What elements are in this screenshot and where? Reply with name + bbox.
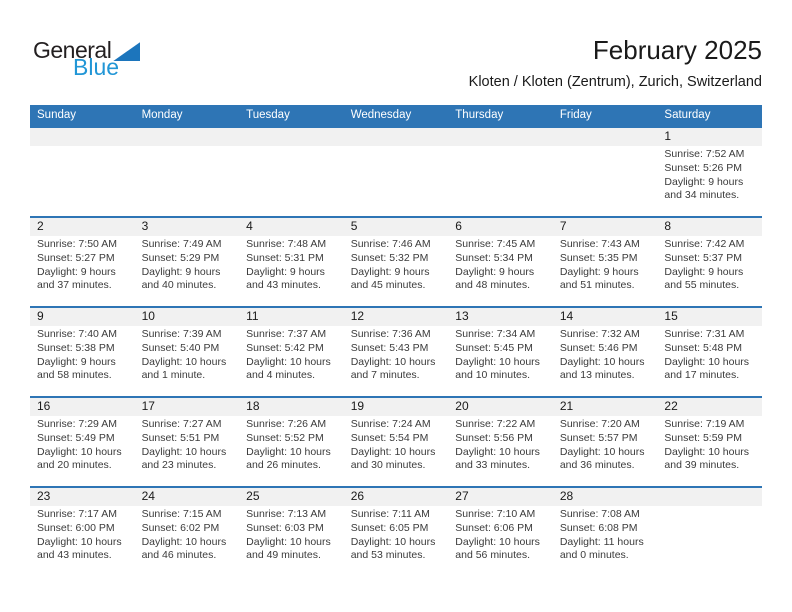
weekday-header-saturday: Saturday bbox=[664, 109, 711, 121]
day-sunrise-text: Sunrise: 7:34 AM bbox=[455, 328, 536, 340]
logo-text-general: General bbox=[33, 37, 112, 63]
day-number: 18 bbox=[246, 399, 260, 413]
day-daylight-text: Daylight: 9 hours and 37 minutes. bbox=[37, 265, 116, 292]
day-sunrise-text: Sunrise: 7:37 AM bbox=[246, 328, 327, 340]
day-daylight-text: Daylight: 10 hours and 43 minutes. bbox=[37, 535, 122, 562]
calendar-table bbox=[30, 105, 762, 576]
day-sunset-text: Sunset: 5:27 PM bbox=[37, 251, 115, 264]
day-daylight-text: Daylight: 9 hours and 43 minutes. bbox=[246, 265, 325, 292]
day-sunset-text: Sunset: 5:56 PM bbox=[455, 431, 533, 444]
day-sunrise-text: Sunrise: 7:36 AM bbox=[350, 328, 431, 340]
day-number: 9 bbox=[37, 309, 44, 323]
weekday-header-tuesday: Tuesday bbox=[246, 109, 290, 121]
day-number: 26 bbox=[350, 489, 365, 503]
day-cell bbox=[30, 326, 135, 383]
day-number: 3 bbox=[141, 219, 149, 233]
day-cell bbox=[239, 506, 344, 563]
day-sunset-text: Sunset: 6:06 PM bbox=[455, 521, 533, 534]
day-number bbox=[448, 128, 553, 146]
day-cell bbox=[553, 506, 658, 563]
day-sunset-text: Sunset: 5:52 PM bbox=[246, 431, 324, 444]
day-sunset-text: Sunset: 5:26 PM bbox=[664, 161, 743, 174]
day-sunset-text: Sunset: 6:08 PM bbox=[559, 521, 638, 534]
day-sunrise-text: Sunrise: 7:43 AM bbox=[559, 238, 640, 250]
day-sunrise-text: Sunrise: 7:29 AM bbox=[37, 418, 117, 430]
day-sunset-text: Sunset: 5:43 PM bbox=[350, 341, 429, 354]
day-cell bbox=[135, 236, 240, 293]
day-sunrise-text: Sunrise: 7:24 AM bbox=[350, 418, 431, 430]
day-sunset-text: Sunset: 6:02 PM bbox=[141, 521, 220, 534]
week-cells-row bbox=[30, 146, 762, 203]
day-number: 2 bbox=[37, 219, 44, 233]
weekday-header-sunday: Sunday bbox=[37, 109, 77, 121]
day-sunset-text: Sunset: 5:57 PM bbox=[559, 431, 638, 444]
day-daylight-text: Daylight: 10 hours and 39 minutes. bbox=[664, 445, 750, 472]
day-cell bbox=[657, 326, 762, 383]
day-cell bbox=[344, 236, 449, 293]
day-daylight-text: Daylight: 11 hours and 0 minutes. bbox=[559, 535, 644, 562]
date-number-strip bbox=[30, 488, 762, 506]
page-subtitle: Kloten / Kloten (Zentrum), Zurich, Switzerland bbox=[468, 73, 762, 90]
day-cell bbox=[344, 146, 449, 203]
week-row bbox=[30, 486, 762, 576]
day-daylight-text: Daylight: 10 hours and 4 minutes. bbox=[246, 355, 331, 382]
day-number bbox=[553, 128, 658, 146]
day-number: 1 bbox=[664, 129, 672, 143]
day-daylight-text: Daylight: 10 hours and 53 minutes. bbox=[350, 535, 436, 562]
day-number: 20 bbox=[455, 399, 469, 413]
day-number: 15 bbox=[664, 309, 678, 323]
day-cell bbox=[239, 236, 344, 293]
day-sunrise-text: Sunrise: 7:19 AM bbox=[664, 418, 745, 430]
day-cell bbox=[448, 506, 553, 563]
day-sunset-text: Sunset: 5:48 PM bbox=[664, 341, 743, 354]
day-sunset-text: Sunset: 6:00 PM bbox=[37, 521, 115, 534]
day-sunrise-text: Sunrise: 7:22 AM bbox=[455, 418, 536, 430]
day-number: 4 bbox=[246, 219, 253, 233]
day-sunset-text: Sunset: 5:40 PM bbox=[141, 341, 220, 354]
day-sunset-text: Sunset: 5:29 PM bbox=[141, 251, 220, 264]
week-row bbox=[30, 216, 762, 306]
day-cell bbox=[448, 416, 553, 473]
day-number bbox=[657, 488, 762, 506]
day-daylight-text: Daylight: 10 hours and 7 minutes. bbox=[350, 355, 436, 382]
week-cells-row bbox=[30, 506, 762, 563]
day-sunrise-text: Sunrise: 7:17 AM bbox=[37, 508, 117, 520]
week-cells-row bbox=[30, 416, 762, 473]
day-sunset-text: Sunset: 6:03 PM bbox=[246, 521, 324, 534]
day-number bbox=[30, 128, 135, 146]
day-cell bbox=[553, 146, 658, 203]
day-number: 17 bbox=[141, 399, 155, 413]
day-number: 11 bbox=[246, 309, 259, 323]
day-sunset-text: Sunset: 5:42 PM bbox=[246, 341, 324, 354]
week-cells-row bbox=[30, 236, 762, 293]
day-cell bbox=[344, 326, 449, 383]
day-daylight-text: Daylight: 9 hours and 40 minutes. bbox=[141, 265, 221, 292]
day-cell bbox=[30, 416, 135, 473]
day-cell bbox=[553, 236, 658, 293]
day-number: 24 bbox=[141, 489, 155, 503]
day-sunrise-text: Sunrise: 7:15 AM bbox=[141, 508, 222, 520]
day-number bbox=[135, 128, 240, 146]
day-cell bbox=[448, 236, 553, 293]
day-daylight-text: Daylight: 10 hours and 56 minutes. bbox=[455, 535, 540, 562]
day-daylight-text: Daylight: 10 hours and 1 minute. bbox=[141, 355, 227, 382]
day-number: 27 bbox=[455, 489, 469, 503]
day-number: 7 bbox=[559, 219, 567, 233]
day-sunrise-text: Sunrise: 7:32 AM bbox=[559, 328, 640, 340]
day-cell bbox=[657, 506, 762, 563]
day-sunrise-text: Sunrise: 7:08 AM bbox=[559, 508, 640, 520]
day-cell bbox=[30, 506, 135, 563]
day-cell bbox=[448, 146, 553, 203]
day-sunrise-text: Sunrise: 7:50 AM bbox=[37, 238, 117, 250]
date-number-strip bbox=[30, 218, 762, 236]
day-cell bbox=[344, 416, 449, 473]
blue-triangle-icon bbox=[113, 42, 140, 61]
title-block bbox=[469, 36, 762, 90]
day-sunrise-text: Sunrise: 7:39 AM bbox=[141, 328, 222, 340]
day-sunset-text: Sunset: 5:51 PM bbox=[141, 431, 220, 444]
weeks-container bbox=[30, 126, 762, 576]
day-number: 6 bbox=[455, 219, 462, 233]
day-cell bbox=[30, 146, 135, 203]
day-number: 22 bbox=[664, 399, 678, 413]
day-sunset-text: Sunset: 5:59 PM bbox=[664, 431, 743, 444]
logo-text-blue: Blue bbox=[73, 54, 120, 80]
day-sunset-text: Sunset: 6:05 PM bbox=[350, 521, 429, 534]
weekday-header-wednesday: Wednesday bbox=[350, 109, 412, 121]
date-number-strip bbox=[30, 398, 762, 416]
day-sunrise-text: Sunrise: 7:27 AM bbox=[141, 418, 222, 430]
day-daylight-text: Daylight: 10 hours and 30 minutes. bbox=[350, 445, 436, 472]
day-cell bbox=[135, 416, 240, 473]
day-sunset-text: Sunset: 5:54 PM bbox=[350, 431, 429, 444]
week-row bbox=[30, 306, 762, 396]
day-cell bbox=[135, 146, 240, 203]
day-sunrise-text: Sunrise: 7:11 AM bbox=[350, 508, 430, 520]
day-cell bbox=[135, 326, 240, 383]
day-sunset-text: Sunset: 5:35 PM bbox=[559, 251, 638, 264]
day-number: 5 bbox=[350, 219, 358, 233]
day-sunrise-text: Sunrise: 7:48 AM bbox=[246, 238, 327, 250]
day-cell bbox=[657, 416, 762, 473]
day-daylight-text: Daylight: 9 hours and 51 minutes. bbox=[559, 265, 639, 292]
page-title: February 2025 bbox=[592, 35, 762, 65]
day-number: 8 bbox=[664, 219, 672, 233]
day-cell bbox=[135, 506, 240, 563]
day-sunrise-text: Sunrise: 7:40 AM bbox=[37, 328, 117, 340]
day-daylight-text: Daylight: 10 hours and 46 minutes. bbox=[141, 535, 227, 562]
day-sunset-text: Sunset: 5:32 PM bbox=[350, 251, 429, 264]
day-sunrise-text: Sunrise: 7:45 AM bbox=[455, 238, 536, 250]
day-daylight-text: Daylight: 9 hours and 58 minutes. bbox=[37, 355, 116, 382]
day-sunset-text: Sunset: 5:37 PM bbox=[664, 251, 743, 264]
day-number: 28 bbox=[559, 489, 574, 503]
day-cell bbox=[239, 326, 344, 383]
day-sunrise-text: Sunrise: 7:20 AM bbox=[559, 418, 640, 430]
day-sunrise-text: Sunrise: 7:26 AM bbox=[246, 418, 327, 430]
day-daylight-text: Daylight: 10 hours and 26 minutes. bbox=[246, 445, 331, 472]
day-number: 16 bbox=[37, 399, 51, 413]
day-number bbox=[239, 128, 344, 146]
week-row bbox=[30, 126, 762, 216]
day-cell bbox=[657, 146, 762, 203]
day-number: 19 bbox=[350, 399, 365, 413]
day-daylight-text: Daylight: 10 hours and 13 minutes. bbox=[559, 355, 645, 382]
weekday-header-row bbox=[30, 105, 762, 126]
day-sunset-text: Sunset: 5:31 PM bbox=[246, 251, 324, 264]
day-sunrise-text: Sunrise: 7:49 AM bbox=[141, 238, 222, 250]
day-daylight-text: Daylight: 10 hours and 49 minutes. bbox=[246, 535, 331, 562]
day-number: 12 bbox=[350, 309, 365, 323]
day-daylight-text: Daylight: 10 hours and 36 minutes. bbox=[559, 445, 645, 472]
day-daylight-text: Daylight: 10 hours and 23 minutes. bbox=[141, 445, 227, 472]
day-number: 14 bbox=[559, 309, 574, 323]
day-daylight-text: Daylight: 9 hours and 34 minutes. bbox=[664, 175, 744, 202]
general-blue-logo bbox=[33, 39, 140, 79]
day-cell bbox=[239, 146, 344, 203]
day-daylight-text: Daylight: 9 hours and 55 minutes. bbox=[664, 265, 744, 292]
week-row bbox=[30, 396, 762, 486]
day-sunset-text: Sunset: 5:45 PM bbox=[455, 341, 533, 354]
date-number-strip bbox=[30, 308, 762, 326]
day-sunrise-text: Sunrise: 7:52 AM bbox=[664, 148, 745, 160]
day-number: 25 bbox=[246, 489, 260, 503]
day-cell bbox=[239, 416, 344, 473]
day-daylight-text: Daylight: 10 hours and 10 minutes. bbox=[455, 355, 540, 382]
day-sunrise-text: Sunrise: 7:31 AM bbox=[664, 328, 745, 340]
day-cell bbox=[448, 326, 553, 383]
day-cell bbox=[553, 416, 658, 473]
day-number: 21 bbox=[559, 399, 574, 413]
day-sunrise-text: Sunrise: 7:13 AM bbox=[246, 508, 327, 520]
day-cell bbox=[30, 236, 135, 293]
day-cell bbox=[553, 326, 658, 383]
weekday-header-monday: Monday bbox=[141, 109, 183, 121]
week-cells-row bbox=[30, 326, 762, 383]
day-number bbox=[344, 128, 449, 146]
day-daylight-text: Daylight: 10 hours and 33 minutes. bbox=[455, 445, 540, 472]
day-sunrise-text: Sunrise: 7:46 AM bbox=[350, 238, 431, 250]
day-sunset-text: Sunset: 5:49 PM bbox=[37, 431, 115, 444]
day-number: 23 bbox=[37, 489, 51, 503]
day-sunset-text: Sunset: 5:46 PM bbox=[559, 341, 638, 354]
day-cell bbox=[657, 236, 762, 293]
day-daylight-text: Daylight: 10 hours and 17 minutes. bbox=[664, 355, 750, 382]
day-daylight-text: Daylight: 10 hours and 20 minutes. bbox=[37, 445, 122, 472]
day-cell bbox=[344, 506, 449, 563]
day-sunrise-text: Sunrise: 7:42 AM bbox=[664, 238, 745, 250]
weekday-header-thursday: Thursday bbox=[455, 109, 504, 121]
day-sunrise-text: Sunrise: 7:10 AM bbox=[455, 508, 536, 520]
weekday-header-friday: Friday bbox=[559, 109, 592, 121]
day-number: 10 bbox=[141, 309, 155, 323]
day-sunset-text: Sunset: 5:34 PM bbox=[455, 251, 533, 264]
date-number-strip bbox=[30, 128, 762, 146]
day-daylight-text: Daylight: 9 hours and 45 minutes. bbox=[350, 265, 430, 292]
day-number: 13 bbox=[455, 309, 469, 323]
day-sunset-text: Sunset: 5:38 PM bbox=[37, 341, 115, 354]
day-daylight-text: Daylight: 9 hours and 48 minutes. bbox=[455, 265, 535, 292]
